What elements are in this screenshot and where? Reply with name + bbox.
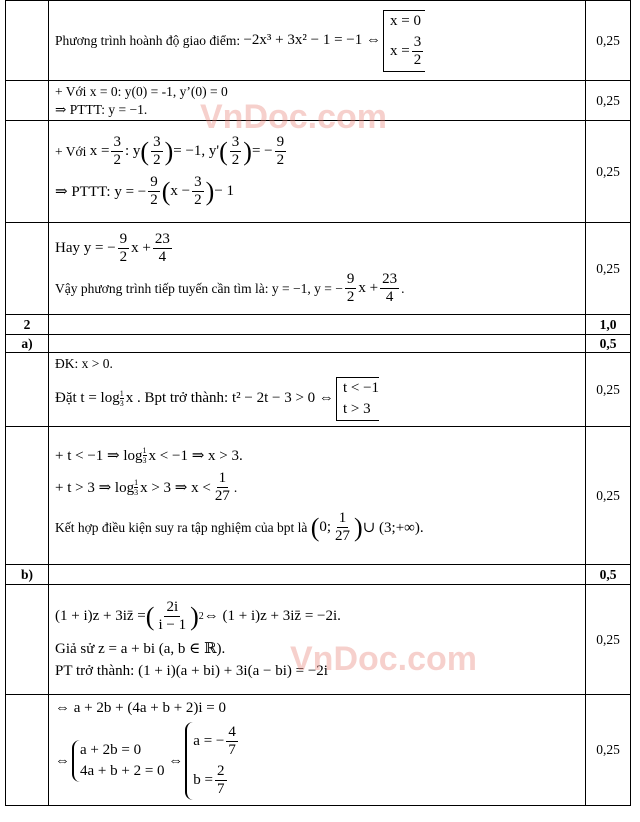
cell-content: + Với x = $\frac{3}{2}$ : y ( $\frac{3}{2}$ ) = −1, y' ( $\frac{3}{2}$ ) = − $\frac{9}{2}$ ⇒ PTTT: y = − $\frac{9}{2}$ ( x − $\frac{3}{2}$ ) − 1 bbox=[49, 121, 586, 223]
text: Vậy phương trình tiếp tuyến cần tìm là: y = −1, y = − bbox=[55, 280, 343, 296]
watermark: VnDoc.com bbox=[200, 98, 388, 136]
num: 4 bbox=[228, 724, 236, 740]
text: = − bbox=[251, 143, 273, 159]
cell-content bbox=[49, 315, 586, 335]
den: 2 bbox=[413, 51, 422, 68]
den: 7 bbox=[228, 742, 236, 758]
num: 1 bbox=[338, 510, 347, 526]
text: Đặt t = log bbox=[55, 390, 120, 406]
score: 0,25 bbox=[586, 1, 631, 81]
text: x − bbox=[170, 183, 191, 199]
den: 27 bbox=[214, 488, 230, 504]
solution: x = bbox=[390, 42, 410, 59]
fraction bbox=[153, 231, 172, 266]
den: 7 bbox=[217, 781, 225, 797]
text: 0; bbox=[319, 519, 332, 535]
num: 3 bbox=[194, 174, 202, 190]
num: 23 bbox=[154, 231, 170, 247]
text: + t < −1 ⇒ log bbox=[55, 448, 143, 464]
text: Kết hợp điều kiện suy ra tập nghiệm của bpt là bbox=[55, 519, 308, 535]
num: 23 bbox=[382, 271, 398, 287]
text: ∪ (3;+∞). bbox=[362, 520, 424, 536]
cell-content: + t < −1 ⇒ log $\frac{1}{3}$ x < −1 ⇒ x > 3. + t > 3 ⇒ log $\frac{1}{3}$ x > 3 ⇒ x < $\frac{1}{27}$ . Kết hợp điều kiện suy ra tập nghiệm của bpt là ( 0; $\frac{1}{27}$ ) ∪ (3;+∞). bbox=[49, 427, 586, 565]
text: x + bbox=[358, 280, 379, 296]
equation: −2x³ + 3x² − 1 = −1 ⇔ bbox=[243, 32, 381, 48]
num: 1 bbox=[134, 478, 139, 487]
equation: a + 2b = 0 bbox=[80, 742, 142, 758]
den: 3 bbox=[119, 399, 124, 408]
cell-content bbox=[49, 335, 586, 353]
text: a = − bbox=[193, 733, 225, 749]
fraction bbox=[213, 470, 232, 505]
den: 2 bbox=[150, 192, 158, 208]
text: − 1 bbox=[214, 183, 235, 199]
cell-index bbox=[6, 1, 49, 81]
text: . bbox=[401, 280, 405, 296]
text: ĐK: x > 0. bbox=[55, 355, 113, 371]
cell-index bbox=[6, 223, 49, 315]
fraction bbox=[156, 599, 188, 634]
den: i − 1 bbox=[158, 617, 187, 633]
cell-content bbox=[49, 353, 586, 427]
cell-content bbox=[49, 565, 586, 585]
condition: t < −1 bbox=[342, 379, 380, 396]
fraction bbox=[192, 174, 204, 209]
fraction bbox=[380, 271, 399, 306]
num: 9 bbox=[119, 231, 128, 247]
text: + t > 3 ⇒ log bbox=[55, 480, 135, 496]
text: x < −1 ⇒ x > 3. bbox=[148, 448, 243, 464]
text: Phương trình hoành độ giao điểm: bbox=[55, 32, 241, 48]
score: 0,25 bbox=[586, 427, 631, 565]
fraction bbox=[151, 134, 163, 169]
den: 2 bbox=[113, 152, 121, 168]
num: 2i bbox=[166, 599, 179, 615]
solution-system bbox=[383, 10, 425, 72]
num: 3 bbox=[231, 134, 240, 150]
score: 0,5 bbox=[586, 565, 631, 585]
log-base bbox=[120, 389, 124, 408]
den: 3 bbox=[134, 488, 139, 497]
text: PT trở thành: (1 + i)(a + bi) + 3i(a − bi) = −2i bbox=[55, 663, 328, 679]
score: 0,25 bbox=[586, 223, 631, 315]
text: + Với x = 0: y(0) = -1, y’(0) = 0 bbox=[55, 83, 228, 99]
fraction bbox=[345, 271, 357, 306]
part-label: b) bbox=[6, 565, 49, 585]
log-base bbox=[143, 446, 147, 465]
num: 2 bbox=[217, 763, 225, 779]
text: x > 3 ⇒ x < bbox=[140, 480, 211, 496]
condition: t > 3 bbox=[342, 400, 371, 417]
den: 4 bbox=[158, 249, 167, 265]
cell-index bbox=[6, 353, 49, 427]
text: = −1, y' bbox=[173, 143, 220, 159]
equation-system bbox=[72, 740, 165, 782]
fraction bbox=[275, 134, 287, 169]
part-label: a) bbox=[6, 335, 49, 353]
den: 2 bbox=[119, 249, 128, 265]
text: + Với bbox=[55, 143, 87, 159]
text: (1 + i)z + 3iz̄ = bbox=[55, 608, 146, 624]
text: : y bbox=[124, 143, 141, 159]
fraction bbox=[333, 510, 352, 545]
fraction bbox=[230, 134, 242, 169]
cell-content: ⇔ a + 2b + (4a + b + 2)i = 0 ⇔ a + 2b = 0 4a + b + 2 = 0 ⇔ a = − $\frac{4}{7}$ b = $\frac{2}{7}$ bbox=[49, 695, 586, 806]
den: 2 bbox=[194, 192, 202, 208]
score: 0,25 bbox=[586, 81, 631, 121]
arrow: ⇒ bbox=[55, 101, 67, 117]
num: 9 bbox=[150, 174, 158, 190]
text: PTTT: y = −1. bbox=[69, 101, 148, 117]
den: 27 bbox=[335, 528, 351, 544]
num: 9 bbox=[276, 134, 285, 150]
fraction bbox=[226, 724, 238, 759]
cell-index bbox=[6, 695, 49, 806]
cell-content bbox=[49, 223, 586, 315]
fraction bbox=[412, 34, 424, 69]
text: b = bbox=[193, 772, 214, 788]
num: 3 bbox=[153, 134, 161, 150]
watermark: VnDoc.com bbox=[290, 640, 478, 678]
score: 0,25 bbox=[586, 121, 631, 223]
text: ⇒ PTTT: y = − bbox=[55, 184, 147, 200]
answer-table bbox=[5, 0, 631, 806]
fraction bbox=[118, 231, 130, 266]
cell-content bbox=[49, 1, 586, 81]
cell-index bbox=[6, 121, 49, 223]
text: x = bbox=[89, 143, 110, 159]
den: 2 bbox=[276, 152, 285, 168]
den: 2 bbox=[346, 289, 355, 305]
equation: 4a + b + 2 = 0 bbox=[80, 763, 165, 779]
solution-system bbox=[336, 377, 379, 421]
fraction bbox=[111, 134, 123, 169]
num: 1 bbox=[218, 470, 227, 486]
num: 9 bbox=[346, 271, 355, 287]
solution: x = 0 bbox=[390, 12, 421, 29]
text: ⇔ (1 + i)z + 3iz̄ = −2i. bbox=[203, 608, 341, 624]
cell-index bbox=[6, 81, 49, 121]
text: Hay y = − bbox=[55, 240, 116, 256]
score: 1,0 bbox=[586, 315, 631, 335]
cell-content bbox=[49, 81, 586, 121]
den: 2 bbox=[153, 152, 161, 168]
score: 0,25 bbox=[586, 695, 631, 806]
score: 0,25 bbox=[586, 585, 631, 695]
fraction bbox=[215, 763, 227, 798]
text: x + bbox=[131, 240, 151, 256]
cell-content: (1 + i)z + 3iz̄ = ( $\frac{2i}{i - 1}$ ) 2 ⇔ (1 + i)z + 3iz̄ = −2i. Giả sử z = a + bi (a, b ∈ ℝ). PT trở thành: (1 + i)(a + bi) + 3i(a − bi) = −2i bbox=[49, 585, 586, 695]
cell-index bbox=[6, 585, 49, 695]
text: x . Bpt trở thành: t² − 2t − 3 > 0 ⇔ bbox=[125, 390, 334, 406]
num: 3 bbox=[413, 33, 422, 50]
cell-index bbox=[6, 427, 49, 565]
log-base bbox=[134, 478, 138, 497]
text: ⇔ a + 2b + (4a + b + 2)i = 0 bbox=[55, 700, 227, 716]
fraction bbox=[148, 174, 160, 209]
section-number: 2 bbox=[6, 315, 49, 335]
den: 3 bbox=[142, 456, 147, 465]
num: 1 bbox=[119, 389, 124, 398]
score: 0,25 bbox=[586, 353, 631, 427]
score: 0,5 bbox=[586, 335, 631, 353]
num: 3 bbox=[113, 134, 121, 150]
den: 4 bbox=[385, 289, 394, 305]
den: 2 bbox=[231, 152, 240, 168]
num: 1 bbox=[142, 446, 147, 455]
text: Giả sử z = a + bi (a, b ∈ ℝ). bbox=[55, 641, 226, 657]
solution-system bbox=[185, 722, 240, 800]
